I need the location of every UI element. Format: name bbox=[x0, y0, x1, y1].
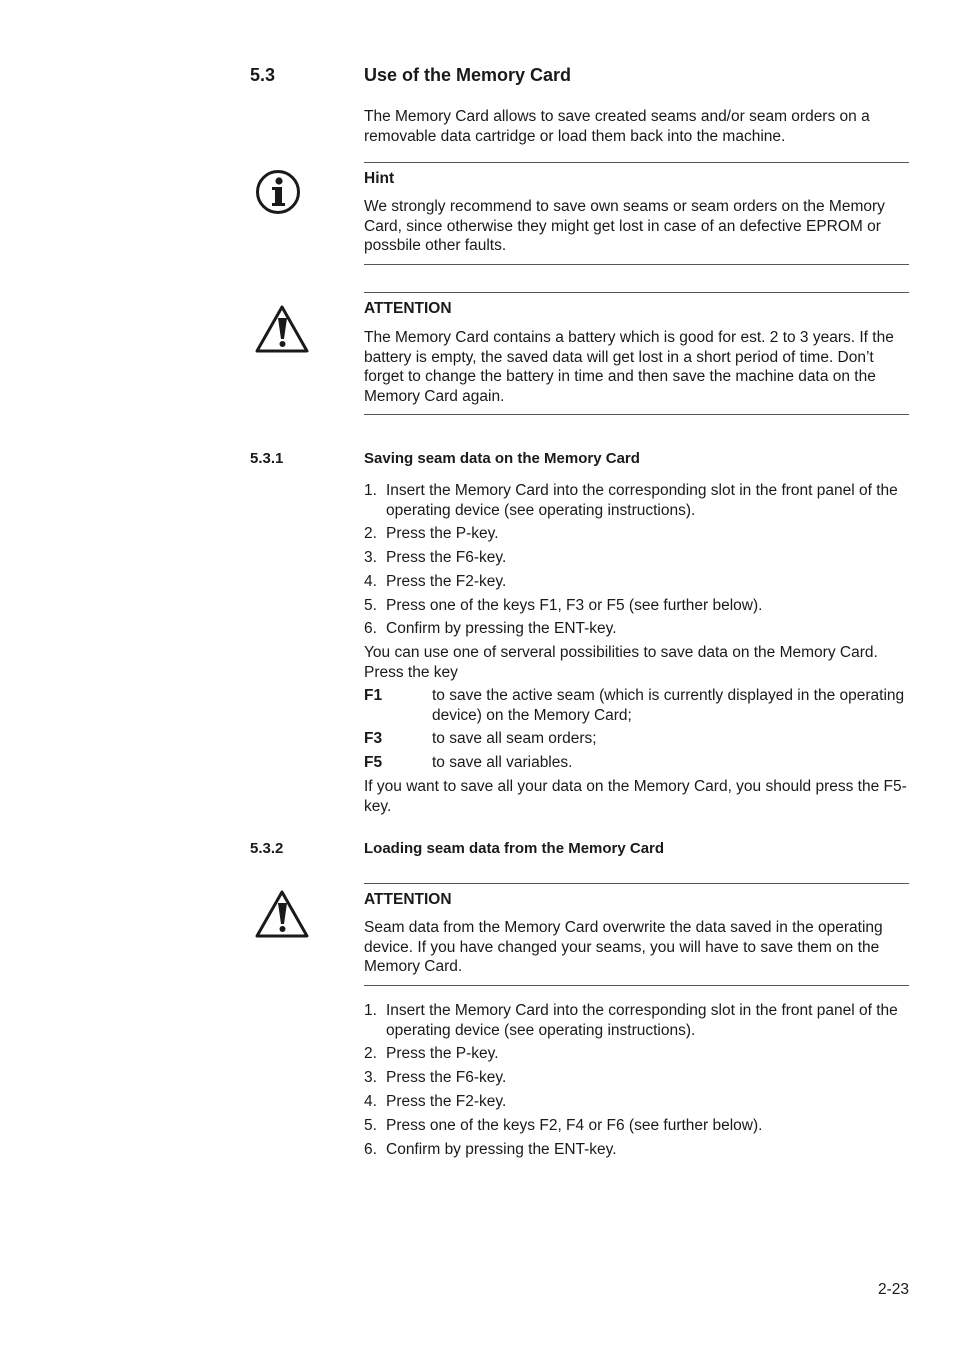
attention-bottom-rule bbox=[364, 414, 909, 415]
info-icon bbox=[255, 169, 301, 221]
step-text: Confirm by pressing the ENT-key. bbox=[386, 1141, 617, 1158]
closing-paragraph: If you want to save all your data on the Memory Card, you should press the F5-key. bbox=[364, 778, 907, 815]
warning-icon bbox=[254, 304, 310, 360]
key-description: to save all seam orders; bbox=[432, 730, 597, 747]
step-number: 3. bbox=[364, 1069, 377, 1086]
warning-icon bbox=[254, 889, 310, 945]
section-intro: The Memory Card allows to save created seams and/or seam orders on a removable data cartridge or load them back into the machine. bbox=[364, 108, 870, 145]
step-text: Confirm by pressing the ENT-key. bbox=[386, 620, 617, 637]
step-number: 3. bbox=[364, 549, 377, 566]
attention-text: The Memory Card contains a battery which is good for est. 2 to 3 years. If the battery is empty, the saved data will get lost in a short period of time. Don’t forget to change the battery in time and then save the machine data on the Memory Card again. bbox=[364, 329, 894, 405]
step-number: 6. bbox=[364, 620, 377, 637]
hint-bottom-rule bbox=[364, 264, 909, 265]
step-text: Press the F6-key. bbox=[386, 1069, 507, 1086]
subsection-title: Loading seam data from the Memory Card bbox=[364, 840, 665, 857]
subsection-number: 5.3.2 bbox=[250, 840, 284, 857]
key-description: to save all variables. bbox=[432, 754, 573, 771]
hint-title: Hint bbox=[364, 170, 395, 187]
step-number: 2. bbox=[364, 1045, 377, 1062]
attention-title: ATTENTION bbox=[364, 891, 452, 908]
attention-top-rule bbox=[364, 883, 909, 884]
step-text: Press the P-key. bbox=[386, 525, 499, 542]
step-number: 5. bbox=[364, 597, 377, 614]
options-paragraph: You can use one of serveral possibilities to save data on the Memory Card. Press the key bbox=[364, 644, 878, 681]
step-number: 6. bbox=[364, 1141, 377, 1158]
step-text: Press the P-key. bbox=[386, 1045, 499, 1062]
step-number: 4. bbox=[364, 1093, 377, 1110]
key-label: F5 bbox=[364, 754, 383, 771]
key-label: F3 bbox=[364, 730, 383, 747]
step-text: Insert the Memory Card into the corresponding slot in the front panel of the operating device (see operating instructions). bbox=[386, 482, 898, 519]
attention-top-rule bbox=[364, 292, 909, 293]
hint-top-rule bbox=[364, 162, 909, 163]
key-label: F1 bbox=[364, 687, 383, 704]
page-number: 2-23 bbox=[877, 1281, 909, 1298]
step-text: Press the F2-key. bbox=[386, 1093, 507, 1110]
step-number: 1. bbox=[364, 482, 377, 499]
step-number: 5. bbox=[364, 1117, 377, 1134]
subsection-title: Saving seam data on the Memory Card bbox=[364, 450, 640, 467]
step-number: 2. bbox=[364, 525, 377, 542]
subsection-number: 5.3.1 bbox=[250, 450, 284, 467]
key-description: to save the active seam (which is currently displayed in the operating device) on the Memory Card; bbox=[432, 687, 905, 724]
attention-bottom-rule bbox=[364, 985, 909, 986]
step-number: 1. bbox=[364, 1002, 377, 1019]
step-text: Press the F6-key. bbox=[386, 549, 507, 566]
step-number: 4. bbox=[364, 573, 377, 590]
step-text: Press one of the keys F1, F3 or F5 (see further below). bbox=[386, 597, 763, 614]
section-title: Use of the Memory Card bbox=[364, 65, 572, 85]
section-number: 5.3 bbox=[250, 65, 276, 85]
attention-text: Seam data from the Memory Card overwrite the data saved in the operating device. If you have changed your seams, you will have to save them on the Memory Card. bbox=[364, 919, 883, 975]
step-text: Press one of the keys F2, F4 or F6 (see further below). bbox=[386, 1117, 763, 1134]
step-text: Press the F2-key. bbox=[386, 573, 507, 590]
attention-title: ATTENTION bbox=[364, 300, 452, 317]
hint-text: We strongly recommend to save own seams or seam orders on the Memory Card, since otherwise they might get lost in case of an defective EPROM or possbile other faults. bbox=[364, 198, 885, 254]
step-text: Insert the Memory Card into the corresponding slot in the front panel of the operating device (see operating instructions). bbox=[386, 1002, 898, 1039]
